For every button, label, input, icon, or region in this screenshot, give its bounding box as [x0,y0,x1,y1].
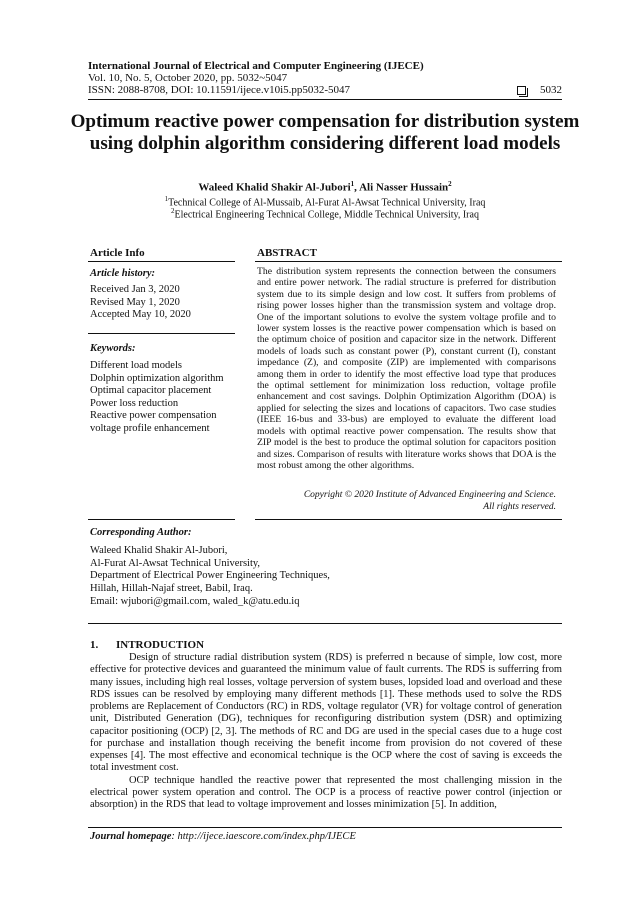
corresponding-line: Waleed Khalid Shakir Al-Jubori, [90,545,228,556]
history-heading: Article history: [90,268,156,279]
journal-issn-doi: ISSN: 2088-8708, DOI: 10.11591/ijece.v10i5.pp5032-5047 [88,84,351,96]
info-bottom-rule [88,519,235,520]
keyword-item: Optimal capacitor placement [90,385,212,397]
corresponding-line: Department of Electrical Power Engineering Techniques, [90,570,330,582]
history-item: Accepted May 10, 2020 [90,309,191,321]
journal-footer [90,831,356,842]
info-heading-rule [88,261,235,262]
corresponding-line: Al-Furat Al-Awsat Technical University, [90,557,261,569]
section-title: INTRODUCTION [116,639,205,651]
page-number: 5032 [540,84,562,96]
front-matter-rule [88,623,562,624]
body-paragraph: Design of structure radial distribution system (RDS) is preferred n because of simple, low cost, more effective for protective devices and guaranteed the minimum value of fault currents. The RDS is sufferring from many issues, including high real losses, voltage perversion of system buses, lopsided load and overload and these RDS issues can be resolved by employing many different methods [1]. These methods used to solve the RDS problems are Replacement of Conductors (RC) in RDS, voltage regulator (VR) for voltage control of generation unit, Distributed Generation (DG), techniques for reconfiguring distribution system (DSR) and optimizing capacitor positioning (OCP) [2, 3]. The methods of RC and DG are used in the special cases due to a huge cost for purchase and installation though receiving the benefit income from provision do not covered of these expenses [4]. The most effective and economical technique is the OCP where the cost of saving is exceeds the total investment cost. [90,652,562,774]
footer-rule [88,827,562,828]
abstract-heading: ABSTRACT [257,247,317,259]
author-separator: , [354,181,360,194]
paper-title: Optimum reactive power compensation for distribution system using dolphin algorithm considering different load models [70,111,580,154]
author-affil-mark: 1 [350,180,355,188]
corresponding-line: Hillah, Hillah-Najaf street, Babil, Iraq. [90,583,253,595]
keywords-list [90,360,224,436]
section-number: 1. [90,639,99,651]
introduction-body [90,652,562,811]
author-affil-mark: 2 [448,180,452,188]
abstract-heading-rule [255,261,562,262]
abstract-text: The distribution system represents the connection between the consumers and entire power network. The radial structure is preferred for distribution system due to its simple design and low cost. It suffers from problems of rising power losses higher than the transmission system and voltage drop. One of the important solutions to evolve the system voltage profile and to lower system losses is the reactive power compensation which is based on the optimum choice of position and capacitor size in the network. Different models of loads such as constant power (P), constant current (I), constant impedance (Z), and composite (ZIP) are implemented with comparisons among them in order to identify the most effective load type that produces the optimal settlement for minimization loss reduction, voltage profile enhancement and cost savings. Dolphin Optimization Algorithm (DOA) is applied for selecting the sizes and locations of capacitors. Two case studies (IEEE 16-bus and 33-bus) are employed to evaluate the different load models with optimal reactive power compensation. The results show that ZIP model is the best to produce the optimal solution for capacitors position and sizes. Comparison of results with literature works shows that DOA is the most robust among the other algorithms. [257,266,556,471]
article-info-heading: Article Info [90,247,145,259]
history-item: Received Jan 3, 2020 [90,284,180,295]
section-heading-introduction [90,639,204,651]
affiliation-text: Technical College of Al-Mussaib, Al-Furat Al-Awsat Technical University, Iraq [168,197,486,209]
homepage-label: Journal homepage [90,831,172,842]
history-divider [88,333,235,334]
keyword-item: voltage profile enhancement [90,422,210,434]
journal-title: International Journal of Electrical and Computer Engineering (IJECE) [88,60,424,72]
header-rule [88,99,562,100]
abstract-bottom-rule [255,519,562,520]
copyright-notice [257,489,556,513]
affiliation-text: Electrical Engineering Technical College, Middle Technical University, Iraq [174,209,479,221]
affiliation-mark: 2 [171,207,175,215]
affiliation [88,205,562,221]
author-name: Waleed Khalid Shakir Al-Jubori [198,181,351,194]
keyword-item: Different load models [90,360,182,371]
keyword-item: Reactive power compensation [90,410,217,422]
corresponding-email: Email: wjubori@gmail.com, waled_k@atu.edu.iq [90,595,300,607]
homepage-link[interactable]: : http://ijece.iaescore.com/index.php/IJECE [171,831,356,842]
corresponding-author-block [90,545,560,609]
page-box-icon [517,86,526,95]
history-list [90,284,191,322]
copyright-line: All rights reserved. [483,502,556,512]
keywords-heading: Keywords: [90,343,136,354]
journal-volume: Vol. 10, No. 5, October 2020, pp. 5032~5047 [88,72,288,84]
copyright-line: Copyright © 2020 Institute of Advanced Engineering and Science. [303,490,556,500]
journal-header [88,60,562,96]
corresponding-heading: Corresponding Author: [90,527,192,538]
body-paragraph: OCP technique handled the reactive power that represented the most challenging mission in the electrical power system operation and control. The OCP is a process of reactive power control (injection or absorption) in the RDS that lead to voltage improvement and losses minimization [5]. In addition, [90,774,562,810]
history-item: Revised May 1, 2020 [90,296,180,308]
keyword-item: Power loss reduction [90,397,179,409]
affiliation-mark: 1 [164,195,169,203]
keyword-item: Dolphin optimization algorithm [90,372,224,384]
author-name: Ali Nasser Hussain [359,181,449,194]
